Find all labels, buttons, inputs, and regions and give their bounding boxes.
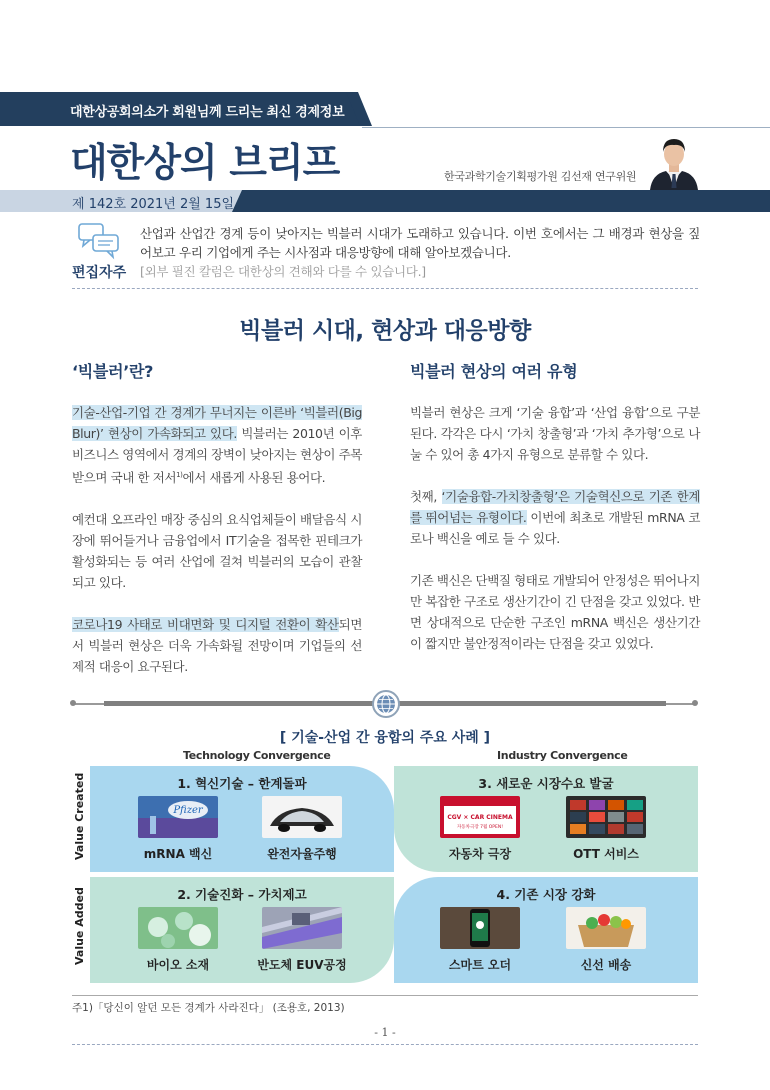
paragraph: 코로나19 사태로 비대면화 및 디지털 전환이 확산되면서 빅블러 현상은 더욱 가속화될 전망이며 기업들의 선제적 대응이 요구된다. <box>72 617 362 675</box>
smart-order-image <box>440 907 520 949</box>
euv-image <box>262 907 342 949</box>
quadrant-market-enhance <box>394 877 698 983</box>
paragraph: 빅블러 현상은 크게 ‘기술 융합’과 ‘산업 융합’으로 구분된다. 각각은 다시 ‘가치 창출형’과 ‘가치 추가형’으로 나눌 수 있어 총 4가지 유형으로 분류할 수 있다. <box>410 405 700 462</box>
globe-icon <box>372 690 400 718</box>
caption-smart-order: 스마트 오더 <box>448 958 512 972</box>
speech-bubbles-icon <box>78 222 120 260</box>
caption-drive-in: 자동차 극장 <box>448 847 512 861</box>
author-photo <box>648 130 700 190</box>
footnote-ref: 1) <box>176 471 183 479</box>
section-heading-left: ‘빅블러’란? <box>72 362 154 381</box>
paragraph: 기존 백신은 단백질 형태로 개발되어 안정성은 뛰어나지만 복잡한 구조로 생산기간이 긴 단점을 갖고 있었다. 반면 상대적으로 단순한 구조인 mRNA 백신은 생산기간이 짧지만 불안정적이라는 단점을 갖고 있었다. <box>410 573 700 651</box>
caption-euv: 반도체 EUV공정 <box>257 958 347 972</box>
autonomous-car-image <box>262 796 342 838</box>
issue-date: 제 142호 2021년 2월 15일 <box>72 197 235 212</box>
quadrant-new-demand <box>394 766 698 872</box>
paragraph: 기술-산업-기업 간 경계가 무너지는 이른바 ‘빅블러(Big Blur)’ 현상이 가속화되고 있다. 빅블러는 2010년 이후 비즈니스 영역에서 경계의 장벽이 낮아지는 현상이 주목받으며 국내 한 저서$^{1)}$에서 새롭게 사용된 용어다. <box>72 405 362 486</box>
caption-autonomous: 완전자율주행 <box>267 847 337 861</box>
car-cinema-image <box>440 796 520 838</box>
highlight: ‘기술융합-가치창출형’은 기술혁신으로 기존 한계를 뛰어넘는 유형이다. <box>410 489 701 525</box>
page-title: 대한상의 브리프 <box>70 141 340 186</box>
quadrant-title: 1. 혁신기술 – 한계돌파 <box>177 776 307 791</box>
footnote: 주1)「당신이 알던 모든 경계가 사라진다」 (조용호, 2013) <box>72 1002 345 1014</box>
cgv-logo: CGV × CAR CINEMA <box>447 814 513 821</box>
page-number: - 1 - <box>374 1026 396 1039</box>
column-header-tech: Technology Convergence <box>183 749 331 762</box>
divider <box>72 288 698 289</box>
paragraph: 첫째, ‘기술융합-가치창출형’은 기술혁신으로 기존 한계를 뛰어넘는 유형이다. 이번에 최초로 개발된 mRNA 코로나 백신을 예로 들 수 있다. <box>410 489 701 546</box>
highlight: 코로나19 사태로 비대면화 및 디지털 전환이 확산 <box>72 617 339 633</box>
caption-fresh-delivery: 신선 배송 <box>580 958 632 972</box>
quadrant-innovation <box>90 766 394 872</box>
figure-title: [ 기술-산업 간 융합의 주요 사례 ] <box>279 730 491 746</box>
row-label-created: Value Created <box>73 772 86 860</box>
caption-ott: OTT 서비스 <box>573 847 639 861</box>
editor-note-text: 산업과 산업간 경계 등이 낮아지는 빅블러 시대가 도래하고 있습니다. 이번 호에서는 그 배경과 현상을 짚어보고 우리 기업에게 주는 시사점과 대응방향에 대해 알아보겠습니다. <box>140 226 700 260</box>
row-label-added: Value Added <box>73 887 86 965</box>
caption-bio: 바이오 소재 <box>146 958 210 972</box>
quadrant-title: 3. 새로운 시장수요 발굴 <box>478 776 614 791</box>
article-title: 빅블러 시대, 현상과 대응방향 <box>239 318 531 344</box>
highlight: 기술-산업-기업 간 경계가 무너지는 이른바 ‘빅블러(Big Blur)’ 현상이 가속화되고 있다. <box>72 405 362 441</box>
column-left <box>72 402 362 698</box>
ott-image <box>566 796 646 838</box>
header-banner <box>0 92 770 126</box>
section-heading-right: 빅블러 현상의 여러 유형 <box>410 362 578 381</box>
editor-note-label: 편집자주 <box>72 265 127 281</box>
editor-disclaimer: [외부 필진 칼럼은 대한상의 견해와 다를 수 있습니다.] <box>140 264 426 279</box>
quadrant-title: 4. 기존 시장 강화 <box>496 887 596 902</box>
banner-text: 대한상공회의소가 회원님께 드리는 최신 경제정보 <box>70 105 345 120</box>
column-right <box>410 402 700 675</box>
issue-bar <box>0 190 770 212</box>
paragraph: 예컨대 오프라인 매장 중심의 요식업체들이 배달음식 시장에 뛰어들거나 금융업에서 IT기술을 접목한 핀테크가 활성화되는 등 여러 산업에 걸쳐 빅블러의 모습이 관찰되고 있다. <box>72 512 362 591</box>
cgv-subtext: 자동차극장 7월 OPEN! <box>456 825 504 830</box>
fresh-delivery-image <box>566 907 646 949</box>
quadrant-title: 2. 기술진화 – 가치제고 <box>177 887 307 902</box>
vaccine-image <box>138 796 218 838</box>
bio-material-image <box>138 907 218 949</box>
author-credit: 한국과학기술기획평가원 김선재 연구위원 <box>444 170 637 183</box>
pfizer-logo: Pfizer <box>173 805 203 816</box>
column-header-industry: Industry Convergence <box>497 749 628 762</box>
quadrant-evolution <box>90 877 394 983</box>
caption-mrna: mRNA 백신 <box>143 847 213 861</box>
